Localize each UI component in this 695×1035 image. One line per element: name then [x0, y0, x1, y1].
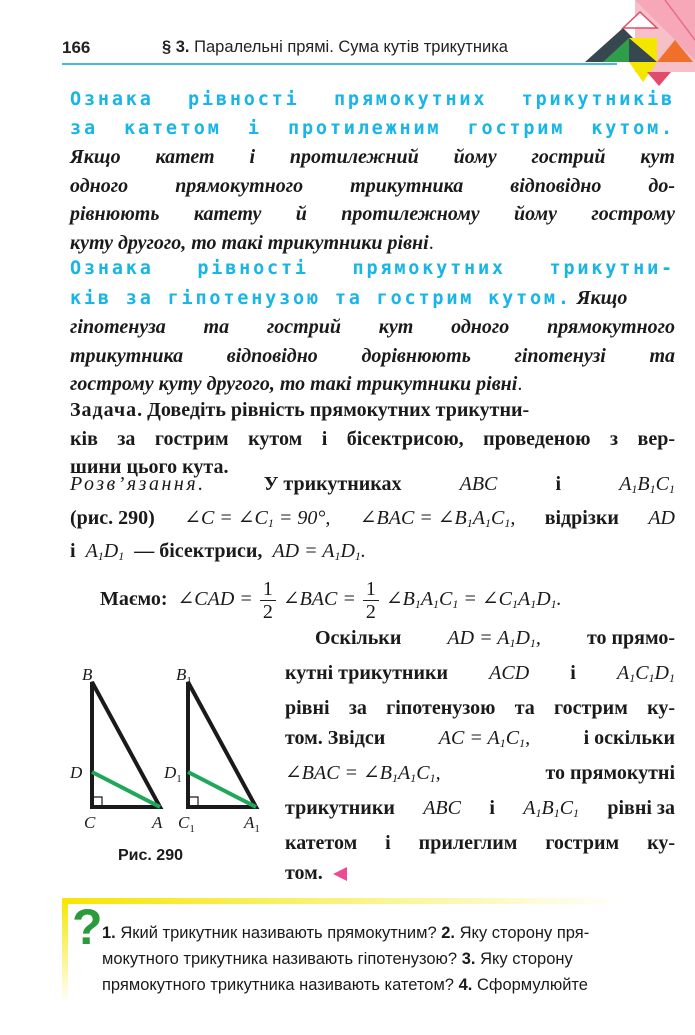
tri-abc: ABC [459, 473, 498, 495]
page-number: 166 [62, 38, 91, 57]
tri-a1b1c1: $A_1B_1C_1$ [619, 473, 675, 496]
end-of-solution-icon [333, 867, 347, 881]
task-label: Задача [70, 399, 138, 421]
label-d: D [70, 763, 83, 782]
section-title [162, 38, 508, 57]
fraction-half-2: $\frac{1}{2}$ [363, 578, 379, 623]
label-c: C [84, 813, 96, 832]
page-header [62, 36, 622, 62]
fraction-half-1: $\frac{1}{2}$ [260, 578, 276, 623]
conclusion-line6: трикутники ABC і $A_1B_1C_1$ рівні за [285, 797, 675, 820]
criterion1-heading-line2: за катетом і протилежним гострим кутом. [70, 117, 675, 139]
review-questions [62, 898, 682, 1008]
criterion1-heading-line1: Ознака рівності прямокутних трикутників [70, 89, 675, 110]
figure-290 [60, 660, 280, 875]
label-a: A [152, 813, 163, 832]
conclusion-line1: Оскільки AD = $A_1D_1$, то прямо- [315, 627, 675, 650]
criterion2-heading-line1: Ознака рівності прямокутних трикутни- [70, 258, 675, 279]
conclusion-line4: том. Звідси AC = $A_1C_1$, і оскільки [285, 727, 675, 750]
section-label: § 3. [162, 38, 190, 56]
header-rule [62, 63, 617, 65]
solution-line1: Розв’язання. У трикутниках ABC і $A_1B_1C_1$ [70, 470, 675, 504]
tangram-logo-icon [565, 0, 695, 95]
angle-c-eq: ∠C = $\angle C_1 = 90^\circ$, [184, 506, 331, 530]
questions-text [102, 920, 674, 998]
label-c1: $C_1$ [178, 813, 195, 835]
criterion2-heading-line2: ків за гіпотенузою та гострим кутом. Якщо [70, 286, 628, 309]
criterion-leg-opposite-angle [70, 86, 675, 257]
criterion2-text-line2: трикутника відповідно дорівнюють гіпотенузі та [70, 344, 675, 367]
criterion1-text-line3: рівнюють катету й протилежному йому гострому [70, 203, 675, 225]
label-d1: $D_1$ [164, 763, 182, 785]
questions-bar-left [62, 898, 68, 1003]
criterion1-text-line2: одного прямокутного трикутника відповідно до- [70, 174, 675, 197]
conclusion-line7: катетом і прилеглим гострим ку- [285, 832, 675, 854]
section-title-text: Паралельні прямі. Сума кутів трикутника [194, 38, 508, 56]
criterion1-text-line1: Якщо катет і протилежний йому гострий кут [70, 146, 675, 168]
criterion1-text-line4: куту другого, то такі трикутники рівні. [70, 231, 434, 254]
questions-line2: мокутного трикутника називають гіпотенузою? 3. Яку сторону [102, 950, 573, 968]
conclusion-line3: рівні за гіпотенузою та гострим ку- [285, 697, 675, 719]
angle-bac-eq: ∠BAC = $\angle B_1A_1C_1$, [359, 506, 516, 530]
solution-line2: (рис. 290) ∠C = $\angle C_1 = 90^\circ$, ∠BAC = $\angle B_1A_1C_1$, відрізки AD [70, 504, 675, 538]
figure-caption: Рис. 290 [118, 847, 183, 864]
conclusion-line5: ∠BAC = $\angle B_1A_1C_1$, то прямокутні [285, 762, 675, 785]
label-a1: $A_1$ [244, 813, 260, 835]
conclusion-block [285, 623, 675, 888]
conclusion-line2: кутні трикутники ACD і $A_1C_1D_1$ [285, 662, 675, 685]
criterion2-text-line3: гострому куту другого, то такі трикутники рівні. [70, 373, 523, 395]
criterion-hypotenuse-angle [70, 255, 675, 399]
task-line1: Задача. Доведіть рівність прямокутних трикутни- [70, 399, 530, 421]
questions-bar-top [62, 898, 622, 904]
questions-line1: 1. Який трикутник називають прямокутним? 2. Яку сторону пря- [102, 924, 590, 942]
questions-line3: прямокутного трикутника називають катетом? 4. Сформулюйте [102, 976, 588, 994]
question-mark-icon: ? [72, 899, 103, 955]
task-line2: ків за гострим кутом і бісектрисою, проведеною з вер- [70, 427, 675, 450]
solution-line3: і $A_1D_1$ — бісектриси, AD = $A_1D_1$. [70, 540, 366, 563]
solution-label: Розв’язання. [70, 473, 206, 495]
main-formula: Маємо: ∠CAD = $\frac{1}{2}$ ∠BAC = $\frac{1}{2}$ $\angle B_1A_1C_1$ = $\angle C_1A_1D_1$. [100, 578, 562, 623]
label-b: B [82, 665, 93, 684]
criterion2-text-line1: гіпотенуза та гострий кут одного прямокутного [70, 316, 675, 338]
label-b1: $B_1$ [176, 665, 192, 687]
conclusion-line8: том. [285, 858, 675, 888]
solution-block [70, 470, 675, 571]
task-line3: шини цього кута. [70, 456, 229, 478]
task-block [70, 396, 675, 482]
